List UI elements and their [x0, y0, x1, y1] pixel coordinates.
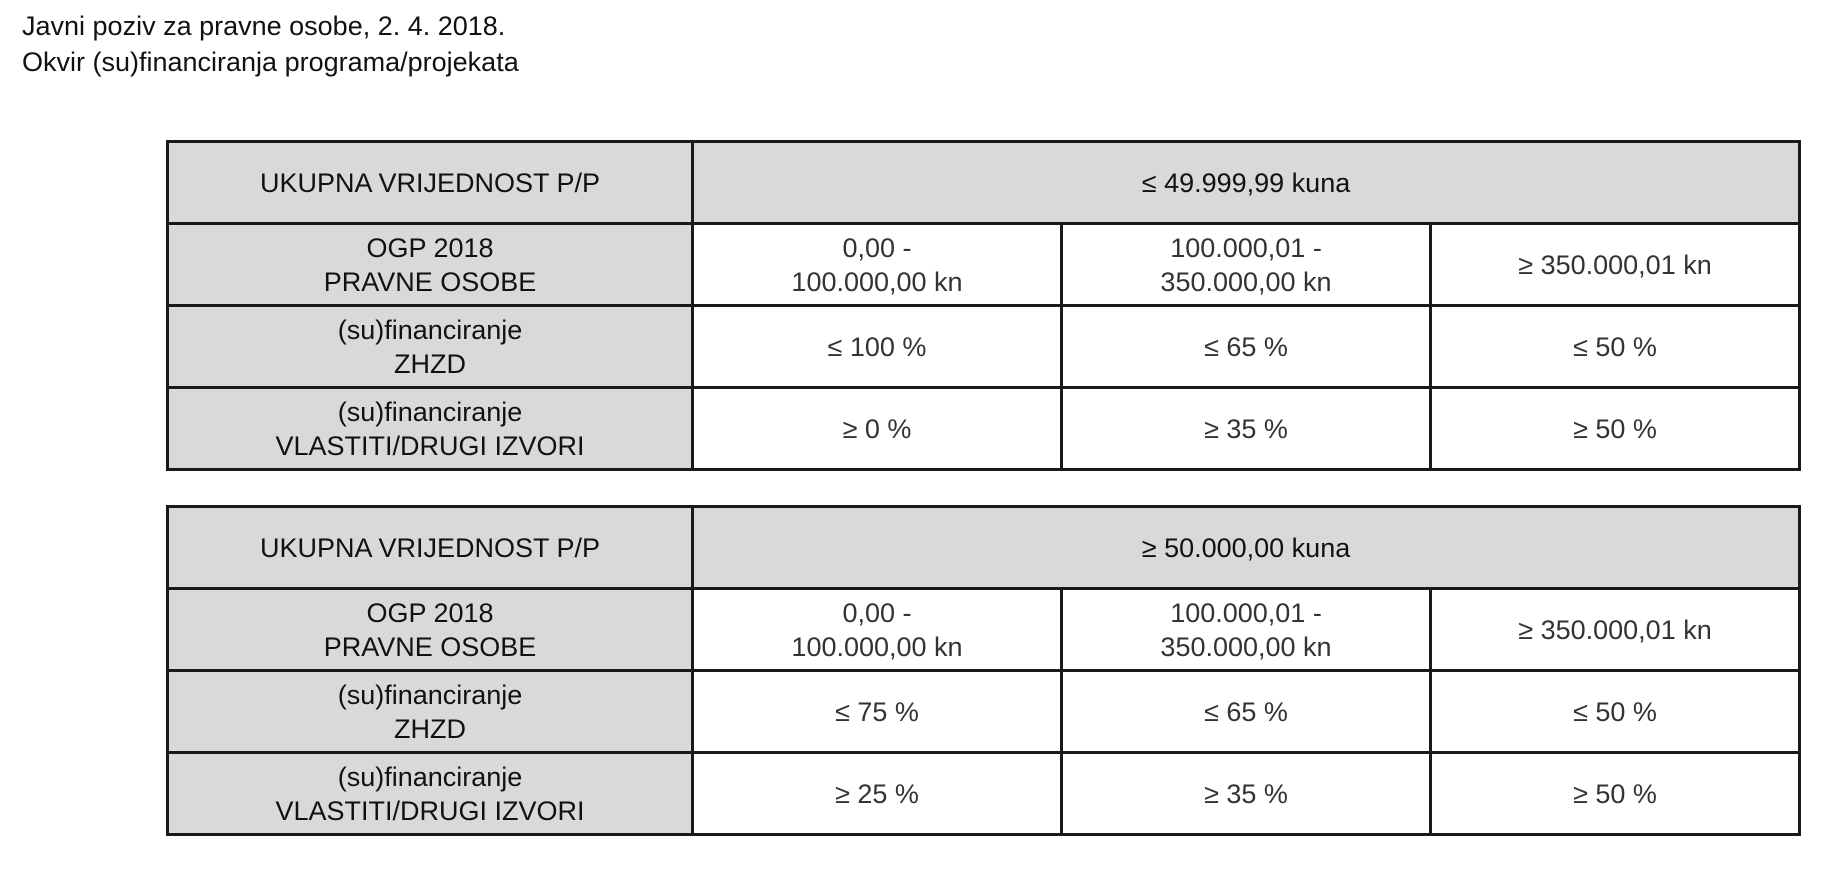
- range-2-from: 100.000,01 -: [1170, 597, 1322, 628]
- own-value-2: ≥ 35 %: [1062, 753, 1431, 835]
- total-value-range: ≤ 49.999,99 kuna: [693, 142, 1800, 224]
- own-value-2: ≥ 35 %: [1062, 388, 1431, 470]
- ogp-label-line1: OGP 2018: [366, 232, 494, 263]
- own-label-line1: (su)financiranje: [337, 761, 523, 792]
- table-row: [168, 224, 1800, 306]
- own-value-1: ≥ 0 %: [693, 388, 1062, 470]
- zhzd-label-line1: (su)financiranje: [337, 679, 523, 710]
- range-2-from: 100.000,01 -: [1170, 232, 1322, 263]
- zhzd-label: [168, 671, 693, 753]
- total-value-label: UKUPNA VRIJEDNOST P/P: [168, 142, 693, 224]
- own-label-line1: (su)financiranje: [337, 396, 523, 427]
- zhzd-value-2: ≤ 65 %: [1062, 671, 1431, 753]
- financing-table-large: [166, 505, 1801, 836]
- range-2-to: 350.000,00 kn: [1160, 266, 1332, 297]
- own-sources-label: [168, 388, 693, 470]
- zhzd-label-line1: (su)financiranje: [337, 314, 523, 345]
- range-1-from: 0,00 -: [842, 232, 912, 263]
- page-header: [22, 8, 519, 80]
- own-label-line2: VLASTITI/DRUGI IZVORI: [275, 795, 585, 826]
- own-value-1: ≥ 25 %: [693, 753, 1062, 835]
- zhzd-value-3: ≤ 50 %: [1431, 306, 1800, 388]
- header-title: Javni poziv za pravne osobe, 2. 4. 2018.: [22, 11, 506, 41]
- range-cell-2: [1062, 224, 1431, 306]
- ogp-label-line2: PRAVNE OSOBE: [323, 266, 537, 297]
- range-cell-1: [693, 224, 1062, 306]
- zhzd-value-2: ≤ 65 %: [1062, 306, 1431, 388]
- table-row: [168, 388, 1800, 470]
- range-cell-3: [1431, 589, 1800, 671]
- range-2-to: 350.000,00 kn: [1160, 631, 1332, 662]
- range-1-to: 100.000,00 kn: [791, 266, 963, 297]
- own-value-3: ≥ 50 %: [1431, 753, 1800, 835]
- own-value-3: ≥ 50 %: [1431, 388, 1800, 470]
- zhzd-label-line2: ZHZD: [394, 713, 466, 744]
- range-cell-3: [1431, 224, 1800, 306]
- ogp-label-line1: OGP 2018: [366, 597, 494, 628]
- table-row: [168, 671, 1800, 753]
- table-row: [168, 142, 1800, 224]
- table-row: [168, 306, 1800, 388]
- zhzd-label: [168, 306, 693, 388]
- zhzd-value-1: ≤ 100 %: [693, 306, 1062, 388]
- range-1-to: 100.000,00 kn: [791, 631, 963, 662]
- ogp-label: [168, 224, 693, 306]
- table-row: [168, 589, 1800, 671]
- ogp-label-line2: PRAVNE OSOBE: [323, 631, 537, 662]
- range-cell-1: [693, 589, 1062, 671]
- range-3-from: ≥ 350.000,01 kn: [1518, 249, 1712, 280]
- financing-table-small: [166, 140, 1801, 471]
- range-3-from: ≥ 350.000,01 kn: [1518, 614, 1712, 645]
- own-label-line2: VLASTITI/DRUGI IZVORI: [275, 430, 585, 461]
- range-cell-2: [1062, 589, 1431, 671]
- header-subtitle: Okvir (su)financiranja programa/projekata: [22, 47, 519, 77]
- zhzd-value-3: ≤ 50 %: [1431, 671, 1800, 753]
- total-value-range: ≥ 50.000,00 kuna: [693, 507, 1800, 589]
- table-row: [168, 753, 1800, 835]
- range-1-from: 0,00 -: [842, 597, 912, 628]
- table-row: [168, 507, 1800, 589]
- total-value-label: UKUPNA VRIJEDNOST P/P: [168, 507, 693, 589]
- zhzd-label-line2: ZHZD: [394, 348, 466, 379]
- own-sources-label: [168, 753, 693, 835]
- ogp-label: [168, 589, 693, 671]
- zhzd-value-1: ≤ 75 %: [693, 671, 1062, 753]
